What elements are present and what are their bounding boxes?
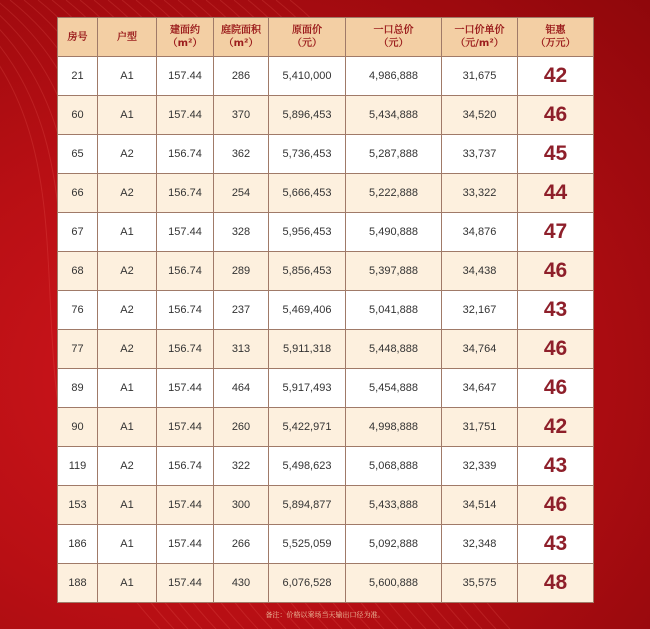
col-original-price-cell: 5,917,493 xyxy=(269,369,346,408)
price-table xyxy=(57,17,594,603)
table-row xyxy=(58,57,594,96)
col-unit-type-cell: A2 xyxy=(98,330,157,369)
col-fixed-unit-price-cell: 33,737 xyxy=(442,135,518,174)
col-floor-area-cell: 156.74 xyxy=(157,291,214,330)
col-fixed-total-header: 一口总价 （元） xyxy=(346,18,442,57)
col-fixed-unit-price-cell: 32,167 xyxy=(442,291,518,330)
col-fixed-unit-price-cell: 34,438 xyxy=(442,252,518,291)
col-floor-area-cell: 156.74 xyxy=(157,252,214,291)
table-row xyxy=(58,369,594,408)
table-body xyxy=(58,57,594,603)
col-room-no-cell: 76 xyxy=(58,291,98,330)
col-room-no-cell: 89 xyxy=(58,369,98,408)
col-original-price-cell: 5,666,453 xyxy=(269,174,346,213)
col-discount-cell: 47 xyxy=(518,213,594,252)
table-row xyxy=(58,213,594,252)
col-fixed-total-cell: 5,092,888 xyxy=(346,525,442,564)
col-original-price-cell: 5,525,059 xyxy=(269,525,346,564)
col-yard-area-cell: 286 xyxy=(214,57,269,96)
col-discount-cell: 46 xyxy=(518,369,594,408)
col-fixed-total-cell: 4,998,888 xyxy=(346,408,442,447)
col-floor-area-cell: 157.44 xyxy=(157,486,214,525)
col-yard-area-cell: 328 xyxy=(214,213,269,252)
col-yard-area-cell: 300 xyxy=(214,486,269,525)
table-row xyxy=(58,174,594,213)
table-row xyxy=(58,96,594,135)
col-original-price-cell: 5,956,453 xyxy=(269,213,346,252)
col-floor-area-cell: 157.44 xyxy=(157,525,214,564)
col-yard-area-cell: 313 xyxy=(214,330,269,369)
col-floor-area-cell: 157.44 xyxy=(157,564,214,603)
col-unit-type-cell: A2 xyxy=(98,447,157,486)
footnote: 备注：价格以案场当天输出口径为准。 xyxy=(265,611,385,619)
col-discount-cell: 46 xyxy=(518,330,594,369)
col-floor-area-cell: 156.74 xyxy=(157,447,214,486)
col-discount-cell: 42 xyxy=(518,408,594,447)
col-room-no-cell: 60 xyxy=(58,96,98,135)
col-yard-area-cell: 362 xyxy=(214,135,269,174)
col-room-no-cell: 90 xyxy=(58,408,98,447)
col-original-price-cell: 6,076,528 xyxy=(269,564,346,603)
col-yard-area-cell: 370 xyxy=(214,96,269,135)
col-unit-type-cell: A1 xyxy=(98,213,157,252)
col-unit-type-cell: A2 xyxy=(98,252,157,291)
col-floor-area-header: 建面约 （m²） xyxy=(157,18,214,57)
col-floor-area-cell: 156.74 xyxy=(157,135,214,174)
col-unit-type-cell: A2 xyxy=(98,174,157,213)
col-original-price-cell: 5,894,877 xyxy=(269,486,346,525)
col-original-price-cell: 5,911,318 xyxy=(269,330,346,369)
table-row xyxy=(58,330,594,369)
col-fixed-total-cell: 5,433,888 xyxy=(346,486,442,525)
col-original-price-cell: 5,856,453 xyxy=(269,252,346,291)
col-yard-area-cell: 430 xyxy=(214,564,269,603)
col-room-no-cell: 77 xyxy=(58,330,98,369)
col-fixed-total-cell: 5,041,888 xyxy=(346,291,442,330)
col-fixed-total-cell: 5,454,888 xyxy=(346,369,442,408)
col-unit-type-cell: A1 xyxy=(98,564,157,603)
col-original-price-cell: 5,410,000 xyxy=(269,57,346,96)
col-room-no-cell: 186 xyxy=(58,525,98,564)
col-room-no-cell: 188 xyxy=(58,564,98,603)
col-unit-type-cell: A1 xyxy=(98,57,157,96)
col-room-no-cell: 21 xyxy=(58,57,98,96)
col-room-no-cell: 153 xyxy=(58,486,98,525)
col-unit-type-cell: A1 xyxy=(98,96,157,135)
col-yard-area-cell: 260 xyxy=(214,408,269,447)
table-row xyxy=(58,252,594,291)
col-original-price-cell: 5,469,406 xyxy=(269,291,346,330)
col-unit-type-cell: A1 xyxy=(98,408,157,447)
col-fixed-unit-price-cell: 31,675 xyxy=(442,57,518,96)
col-fixed-total-cell: 5,600,888 xyxy=(346,564,442,603)
table-row xyxy=(58,447,594,486)
col-floor-area-cell: 157.44 xyxy=(157,57,214,96)
col-yard-area-cell: 464 xyxy=(214,369,269,408)
col-fixed-unit-price-cell: 31,751 xyxy=(442,408,518,447)
col-floor-area-cell: 157.44 xyxy=(157,408,214,447)
col-discount-cell: 46 xyxy=(518,486,594,525)
col-unit-type-cell: A2 xyxy=(98,291,157,330)
col-room-no-cell: 68 xyxy=(58,252,98,291)
col-discount-header: 钜惠 （万元） xyxy=(518,18,594,57)
col-unit-type-cell: A1 xyxy=(98,525,157,564)
col-original-price-cell: 5,736,453 xyxy=(269,135,346,174)
col-fixed-unit-price-cell: 32,348 xyxy=(442,525,518,564)
col-yard-area-cell: 254 xyxy=(214,174,269,213)
col-discount-cell: 46 xyxy=(518,252,594,291)
col-discount-cell: 43 xyxy=(518,525,594,564)
col-discount-cell: 43 xyxy=(518,291,594,330)
table-row xyxy=(58,135,594,174)
col-discount-cell: 42 xyxy=(518,57,594,96)
col-floor-area-cell: 157.44 xyxy=(157,213,214,252)
col-yard-area-header: 庭院面积 （m²） xyxy=(214,18,269,57)
col-fixed-total-cell: 5,222,888 xyxy=(346,174,442,213)
col-yard-area-cell: 266 xyxy=(214,525,269,564)
col-yard-area-cell: 289 xyxy=(214,252,269,291)
col-fixed-unit-price-cell: 34,520 xyxy=(442,96,518,135)
col-fixed-unit-price-cell: 34,764 xyxy=(442,330,518,369)
col-original-price-cell: 5,896,453 xyxy=(269,96,346,135)
col-unit-type-cell: A1 xyxy=(98,369,157,408)
table-row xyxy=(58,486,594,525)
col-original-price-cell: 5,498,623 xyxy=(269,447,346,486)
table-row xyxy=(58,564,594,603)
col-yard-area-cell: 237 xyxy=(214,291,269,330)
col-discount-cell: 46 xyxy=(518,96,594,135)
col-unit-type-header: 户型 xyxy=(98,18,157,57)
col-fixed-unit-price-cell: 32,339 xyxy=(442,447,518,486)
col-fixed-total-cell: 5,490,888 xyxy=(346,213,442,252)
col-room-no-cell: 66 xyxy=(58,174,98,213)
col-fixed-unit-price-cell: 34,514 xyxy=(442,486,518,525)
col-discount-cell: 48 xyxy=(518,564,594,603)
col-fixed-unit-price-cell: 34,647 xyxy=(442,369,518,408)
col-fixed-total-cell: 4,986,888 xyxy=(346,57,442,96)
table-row xyxy=(58,525,594,564)
col-fixed-unit-price-header: 一口价单价 （元/m²） xyxy=(442,18,518,57)
header-row xyxy=(58,18,594,57)
col-yard-area-cell: 322 xyxy=(214,447,269,486)
col-fixed-total-cell: 5,397,888 xyxy=(346,252,442,291)
col-fixed-unit-price-cell: 33,322 xyxy=(442,174,518,213)
col-fixed-total-cell: 5,448,888 xyxy=(346,330,442,369)
col-room-no-cell: 65 xyxy=(58,135,98,174)
col-fixed-unit-price-cell: 34,876 xyxy=(442,213,518,252)
col-original-price-header: 原面价 （元） xyxy=(269,18,346,57)
col-floor-area-cell: 157.44 xyxy=(157,369,214,408)
col-floor-area-cell: 156.74 xyxy=(157,330,214,369)
col-original-price-cell: 5,422,971 xyxy=(269,408,346,447)
col-room-no-cell: 67 xyxy=(58,213,98,252)
col-fixed-total-cell: 5,287,888 xyxy=(346,135,442,174)
col-unit-type-cell: A1 xyxy=(98,486,157,525)
table-row xyxy=(58,408,594,447)
col-fixed-unit-price-cell: 35,575 xyxy=(442,564,518,603)
col-fixed-total-cell: 5,434,888 xyxy=(346,96,442,135)
col-floor-area-cell: 157.44 xyxy=(157,96,214,135)
col-room-no-header: 房号 xyxy=(58,18,98,57)
col-fixed-total-cell: 5,068,888 xyxy=(346,447,442,486)
col-floor-area-cell: 156.74 xyxy=(157,174,214,213)
col-discount-cell: 44 xyxy=(518,174,594,213)
table-row xyxy=(58,291,594,330)
col-room-no-cell: 119 xyxy=(58,447,98,486)
col-discount-cell: 45 xyxy=(518,135,594,174)
col-unit-type-cell: A2 xyxy=(98,135,157,174)
col-discount-cell: 43 xyxy=(518,447,594,486)
